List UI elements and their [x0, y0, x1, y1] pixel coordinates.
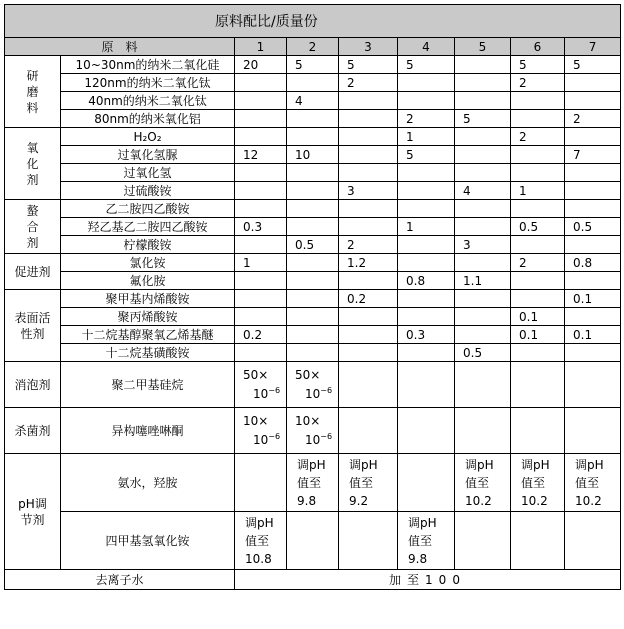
value-cell [339, 146, 398, 164]
value-cell [235, 344, 287, 362]
material-name: 异构噻唑啉酮 [61, 408, 235, 454]
water-row [5, 570, 621, 590]
water-label: 去离子水 [5, 570, 235, 590]
material-name: 羟乙基乙二胺四乙酸铵 [61, 218, 235, 236]
value-cell [235, 308, 287, 326]
value-cell: 1 [511, 182, 565, 200]
raw-material-header: 原 料 [5, 38, 235, 56]
power-of-ten [295, 383, 336, 402]
value-cell: 1 [398, 218, 455, 236]
material-name: 80nm的纳米氧化铝 [61, 110, 235, 128]
material-name: 氨水，羟胺 [61, 454, 235, 512]
value-cell [287, 290, 339, 308]
value-cell [398, 92, 455, 110]
value-cell [235, 74, 287, 92]
material-name: 十二烷基磺酸铵 [61, 344, 235, 362]
material-name: 氟化胺 [61, 272, 235, 290]
value-cell [455, 200, 511, 218]
value-cell [287, 326, 339, 344]
value-cell [455, 254, 511, 272]
value-cell: 0.5 [455, 344, 511, 362]
value-cell: 0.3 [398, 326, 455, 344]
value-cell [339, 362, 398, 408]
table-row [5, 218, 621, 236]
ph-row [5, 512, 621, 570]
table-row [5, 326, 621, 344]
value-cell [235, 454, 287, 512]
value-cell [565, 164, 621, 182]
value-cell [398, 512, 455, 570]
material-name: H₂O₂ [61, 128, 235, 146]
value-cell: 2 [565, 110, 621, 128]
table-row [5, 92, 621, 110]
column-header-2: 2 [287, 38, 339, 56]
material-name: 过硫酸铵 [61, 182, 235, 200]
value-cell: 0.2 [235, 326, 287, 344]
value-cell [235, 182, 287, 200]
value-cell: 5 [339, 56, 398, 74]
column-header-4: 4 [398, 38, 455, 56]
value-cell [455, 146, 511, 164]
column-header-7: 7 [565, 38, 621, 56]
category-label-part: 促进剂 [14, 264, 51, 279]
value-cell [511, 454, 565, 512]
table-row [5, 254, 621, 272]
value-cell [511, 362, 565, 408]
value-cell [398, 182, 455, 200]
material-name: 40nm的纳米二氧化钛 [61, 92, 235, 110]
material-name: 聚丙烯酸铵 [61, 308, 235, 326]
value-cell [287, 308, 339, 326]
category-label-part: 剂 [26, 235, 39, 250]
value-cell [339, 408, 398, 454]
value-cell: 3 [455, 236, 511, 254]
base: 10 [253, 387, 269, 401]
value-cell [565, 236, 621, 254]
column-header-6: 6 [511, 38, 565, 56]
value-cell [511, 272, 565, 290]
value-cell: 2 [511, 128, 565, 146]
value-cell: 3 [339, 182, 398, 200]
value-cell [565, 200, 621, 218]
value-cell [398, 362, 455, 408]
value-cell [339, 326, 398, 344]
value-cell [235, 110, 287, 128]
value-cell [235, 272, 287, 290]
value-cell: 0.5 [511, 218, 565, 236]
value-cell [287, 182, 339, 200]
material-name: 十二烷基醇聚氧乙烯基醚 [61, 326, 235, 344]
ph-text: 调pH [297, 458, 326, 472]
material-name: 聚二甲基硅烷 [61, 362, 235, 408]
title-row [5, 5, 621, 38]
value-cell: 0.5 [287, 236, 339, 254]
table-row [5, 272, 621, 290]
value-cell [235, 164, 287, 182]
value-cell [511, 512, 565, 570]
base: 10 [253, 433, 269, 447]
ph-row [5, 454, 621, 512]
value-cell [398, 254, 455, 272]
value-cell [511, 408, 565, 454]
value-cell [287, 344, 339, 362]
value-cell [287, 454, 339, 512]
oxidant-category-label [5, 128, 61, 200]
value-cell [339, 200, 398, 218]
value-cell [287, 128, 339, 146]
value-cell [235, 200, 287, 218]
table-row [5, 236, 621, 254]
value-cell: 0.1 [511, 308, 565, 326]
category-label-part: 研 [26, 68, 39, 83]
column-header-3: 3 [339, 38, 398, 56]
category-label-part: 节剂 [20, 512, 45, 527]
ph-text: 调pH [349, 458, 378, 472]
value-cell: 1.2 [339, 254, 398, 272]
value-cell [511, 110, 565, 128]
value-cell: 5 [398, 56, 455, 74]
value-cell [287, 254, 339, 272]
ph-text: 值至 [297, 476, 322, 490]
table-row [5, 308, 621, 326]
value-cell: 2 [339, 236, 398, 254]
table-row [5, 128, 621, 146]
value-cell: 1.1 [455, 272, 511, 290]
value-cell [511, 290, 565, 308]
material-name: 四甲基氢氧化铵 [61, 512, 235, 570]
value-cell [511, 344, 565, 362]
table-row [5, 110, 621, 128]
grinding-category-label [5, 56, 61, 128]
value-cell [287, 164, 339, 182]
ph-text: 10.8 [245, 552, 272, 566]
value-cell [339, 512, 398, 570]
value-cell: 4 [455, 182, 511, 200]
value-cell: 4 [287, 92, 339, 110]
value-cell [287, 200, 339, 218]
value-cell [455, 164, 511, 182]
value-cell: 7 [565, 146, 621, 164]
value-cell: 0.3 [235, 218, 287, 236]
table-row [5, 164, 621, 182]
value-cell [235, 128, 287, 146]
value-cell [398, 290, 455, 308]
defoamer-row [5, 362, 621, 408]
value-cell: 0.1 [511, 326, 565, 344]
value-cell [455, 128, 511, 146]
value-cell [235, 290, 287, 308]
value-cell [455, 290, 511, 308]
category-label-part: 料 [26, 100, 39, 115]
value-cell [511, 200, 565, 218]
material-name: 120nm的纳米二氧化钛 [61, 74, 235, 92]
value-cell [565, 308, 621, 326]
table-title: 原料配比/质量份 [5, 5, 621, 38]
coefficient: 50× [243, 368, 269, 382]
ph-text: 9.8 [408, 552, 428, 566]
power-of-ten [295, 429, 336, 448]
table-row [5, 344, 621, 362]
value-cell [455, 326, 511, 344]
coefficient: 10× [295, 414, 321, 428]
ph-text: 10.2 [465, 494, 492, 508]
value-cell [511, 164, 565, 182]
value-cell: 10 [287, 146, 339, 164]
category-label-part: 剂 [26, 172, 39, 187]
value-cell [235, 362, 287, 408]
value-cell [339, 308, 398, 326]
exponent: −6 [268, 386, 281, 395]
value-cell [398, 454, 455, 512]
material-name: 柠檬酸铵 [61, 236, 235, 254]
value-cell: 5 [511, 56, 565, 74]
category-label-part: 化 [26, 156, 39, 171]
value-cell [455, 218, 511, 236]
category-label-part: 性剂 [20, 326, 45, 341]
ph-text: 调pH [575, 458, 604, 472]
table-row [5, 74, 621, 92]
table-row [5, 290, 621, 308]
material-name: 乙二胺四乙酸铵 [61, 200, 235, 218]
header-row [5, 38, 621, 56]
value-cell [398, 308, 455, 326]
value-cell: 1 [398, 128, 455, 146]
value-cell [565, 92, 621, 110]
value-cell: 1 [235, 254, 287, 272]
value-cell [287, 272, 339, 290]
category-label-part: pH调 [18, 496, 47, 511]
value-cell [565, 408, 621, 454]
value-cell: 5 [287, 56, 339, 74]
ph-text: 9.2 [349, 494, 369, 508]
value-cell [455, 56, 511, 74]
exponent: −6 [268, 432, 281, 441]
value-cell: 0.2 [339, 290, 398, 308]
chelating-category-label [5, 200, 61, 254]
category-label-part: 表面活 [14, 310, 51, 325]
value-cell: 5 [565, 56, 621, 74]
ph-text: 值至 [349, 476, 374, 490]
table-row [5, 146, 621, 164]
value-cell [235, 236, 287, 254]
value-cell [511, 146, 565, 164]
value-cell [455, 408, 511, 454]
value-cell: 20 [235, 56, 287, 74]
value-cell: 0.8 [398, 272, 455, 290]
table-row [5, 56, 621, 74]
column-header-5: 5 [455, 38, 511, 56]
value-cell [287, 110, 339, 128]
value-cell [565, 344, 621, 362]
value-cell [339, 164, 398, 182]
value-cell [287, 362, 339, 408]
value-cell [511, 236, 565, 254]
power-of-ten [243, 429, 284, 448]
value-cell [455, 362, 511, 408]
material-name: 聚甲基内烯酸铵 [61, 290, 235, 308]
promoter-category-label [5, 254, 61, 290]
ph-category-label [5, 454, 61, 570]
ph-text: 值至 [408, 534, 433, 548]
column-header-1: 1 [235, 38, 287, 56]
coefficient: 50× [295, 368, 321, 382]
material-name: 过氧化氢脲 [61, 146, 235, 164]
formulation-table [4, 4, 621, 590]
value-cell [235, 408, 287, 454]
value-cell [398, 236, 455, 254]
ph-text: 调pH [521, 458, 550, 472]
value-cell [339, 344, 398, 362]
value-cell [339, 272, 398, 290]
value-cell [565, 182, 621, 200]
value-cell: 5 [455, 110, 511, 128]
ph-text: 9.8 [297, 494, 317, 508]
value-cell [339, 110, 398, 128]
value-cell [398, 164, 455, 182]
value-cell: 2 [398, 110, 455, 128]
ph-text: 值至 [245, 534, 270, 548]
exponent: −6 [320, 386, 333, 395]
category-label-part: 合 [26, 219, 39, 234]
category-label-part: 螯 [26, 203, 39, 218]
value-cell [398, 74, 455, 92]
coefficient: 10× [243, 414, 269, 428]
value-cell [455, 308, 511, 326]
bactericide-category-label: 杀菌剂 [5, 408, 61, 454]
value-cell [565, 362, 621, 408]
base: 10 [305, 433, 321, 447]
value-cell: 0.8 [565, 254, 621, 272]
ph-text: 调pH [465, 458, 494, 472]
value-cell [339, 128, 398, 146]
value-cell: 0.1 [565, 326, 621, 344]
value-cell: 2 [339, 74, 398, 92]
category-label-part: 磨 [26, 84, 39, 99]
value-cell [287, 408, 339, 454]
defoamer-category-label: 消泡剂 [5, 362, 61, 408]
value-cell [565, 272, 621, 290]
value-cell [339, 92, 398, 110]
value-cell: 12 [235, 146, 287, 164]
base: 10 [305, 387, 321, 401]
value-cell [398, 200, 455, 218]
value-cell [398, 408, 455, 454]
material-name: 10~30nm的纳米二氧化硅 [61, 56, 235, 74]
value-cell [455, 512, 511, 570]
value-cell [565, 128, 621, 146]
value-cell [455, 454, 511, 512]
value-cell [339, 454, 398, 512]
value-cell [287, 218, 339, 236]
value-cell: 5 [398, 146, 455, 164]
value-cell [511, 92, 565, 110]
value-cell [287, 74, 339, 92]
surfactant-category-label [5, 290, 61, 362]
table-row [5, 182, 621, 200]
category-label-part: 氧 [26, 140, 39, 155]
ph-text: 10.2 [521, 494, 548, 508]
water-value: 加至100 [235, 570, 621, 590]
ph-text: 值至 [465, 476, 490, 490]
ph-text: 10.2 [575, 494, 602, 508]
value-cell [235, 512, 287, 570]
ph-text: 调pH [245, 516, 274, 530]
value-cell [455, 92, 511, 110]
bactericide-row [5, 408, 621, 454]
ph-text: 调pH [408, 516, 437, 530]
value-cell [565, 454, 621, 512]
value-cell [565, 512, 621, 570]
value-cell [235, 92, 287, 110]
value-cell [398, 344, 455, 362]
value-cell: 0.1 [565, 290, 621, 308]
power-of-ten [243, 383, 284, 402]
table-row [5, 200, 621, 218]
value-cell [565, 74, 621, 92]
material-name: 氯化铵 [61, 254, 235, 272]
value-cell [287, 512, 339, 570]
material-name: 过氧化氢 [61, 164, 235, 182]
value-cell [455, 74, 511, 92]
ph-text: 值至 [575, 476, 600, 490]
exponent: −6 [320, 432, 333, 441]
value-cell: 0.5 [565, 218, 621, 236]
value-cell [339, 218, 398, 236]
value-cell: 2 [511, 74, 565, 92]
value-cell: 2 [511, 254, 565, 272]
ph-text: 值至 [521, 476, 546, 490]
